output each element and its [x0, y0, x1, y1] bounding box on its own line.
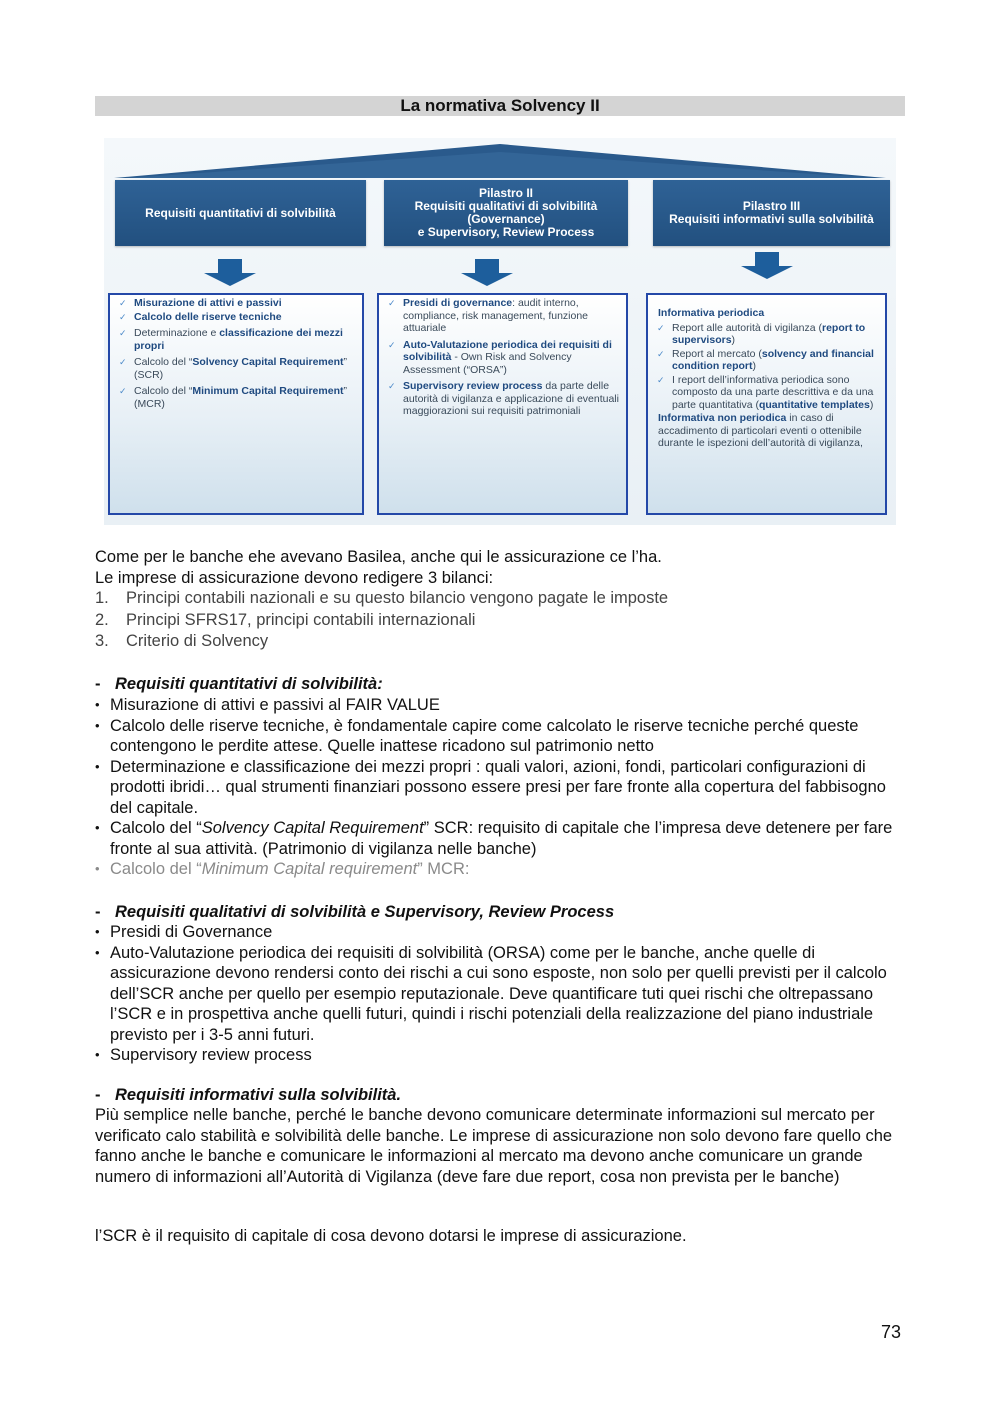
- pillar-2-header: Pilastro II Requisiti qualitativi di solvibilità (Governance) e Supervisory, Review Process: [384, 180, 628, 246]
- list-item: ✓ Determinazione e classificazione dei mezzi propri: [119, 327, 343, 352]
- pillar-3-box: [646, 293, 887, 515]
- closing-paragraph: l’SCR è il requisito di capitale di cosa devono dotarsi le imprese di assicurazione.: [95, 1227, 687, 1245]
- list-item: ✓ Report alle autorità di vigilanza (report to supervisors): [657, 321, 866, 346]
- bullet-list: [95, 695, 910, 880]
- list-item: ✓ Presidi di governance: audit interno, compliance, risk management, funzione attuariale: [388, 297, 589, 334]
- pillar-1-box: [108, 293, 364, 515]
- list-item: • Calcolo delle riserve tecniche, è fondamentale capire come calcolato le riserve tecniche perché queste contengono le perdite attese. Quelle inattese ricadono sul patrimonio netto: [95, 716, 859, 755]
- check-icon: ✓: [119, 386, 127, 396]
- page-title: La normativa Solvency II: [95, 96, 905, 116]
- list-item: ✓ Calcolo del “Minimum Capital Requirement” (MCR): [119, 385, 347, 410]
- down-arrow-icon: [459, 259, 515, 287]
- list-item: 1. Principi contabili nazionali e su questo bilancio vengono pagate le imposte: [95, 589, 669, 607]
- check-icon: ✓: [657, 348, 665, 359]
- list-item: • Auto-Valutazione periodica dei requisiti di solvibilità (ORSA) come per le banche, anche quelle di assicurazione devono rendersi conto dei rischi a cui sono esposte, non solo per quelli previsti per il calcolo dell’SCR anche per quello per esempio reputazionale. Deve quantificare tuti quei rischi che oltrepassano l’SCR e in prospettiva anche quelli futuri, quindi i rischi potenziali della realizzazione del piano industriale previsto per i 3-5 anni futuri.: [95, 943, 887, 1044]
- section-heading: - Requisiti qualitativi di solvibilità e Supervisory, Review Process: [95, 903, 615, 921]
- pillar-2-box: [377, 293, 628, 515]
- section-heading: - Requisiti informativi sulla solvibilità.: [95, 1086, 402, 1104]
- section-paragraph: Più semplice nelle banche, perché le banche devono comunicare determinate informazioni sul mercato per verificato calo stabilità e solvibilità delle banche. Le imprese di assicurazione non solo devono fare quello che fanno anche le banche e comunicare le informazioni al mercato ma devono anche comunicare un grande numero di informazioni all’Autorità di Vigilanza (deve fare due report, cosa non prevista per le banche): [95, 1106, 893, 1186]
- list-item: • Presidi di Governance: [95, 923, 273, 941]
- section-heading: - Requisiti quantitativi di solvibilità:: [95, 675, 383, 693]
- pillar-3-header: Pilastro III Requisiti informativi sulla solvibilità: [653, 180, 890, 246]
- check-icon: ✓: [388, 381, 396, 391]
- list-item: ✓ Report al mercato (solvency and financial condition report): [657, 347, 874, 372]
- page-number: 73: [881, 1322, 902, 1342]
- list-item: ✓ Calcolo delle riserve tecniche: [119, 310, 282, 323]
- check-icon: ✓: [119, 311, 127, 322]
- list-item: • Supervisory review process: [95, 1046, 312, 1064]
- non-periodic-note: Informativa non periodica in caso di accadimento di particolari eventi o ottenibile durante le ispezioni dell’autorità di vigilanza,: [658, 412, 863, 449]
- check-icon: ✓: [119, 357, 127, 367]
- list-item: • Misurazione di attivi e passivi al FAIR VALUE: [95, 696, 440, 714]
- pillar-1-header: Requisiti quantitativi di solvibilità: [115, 180, 366, 246]
- list-item: ✓ Auto-Valutazione periodica dei requisiti di solvibilità - Own Risk and Solvency Assessment (“ORSA”): [388, 338, 612, 376]
- list-item: ✓ Supervisory review process da parte delle autorità di vigilanza e applicazione di eventuali maggiorazioni sui requisiti patrimoniali: [388, 380, 619, 417]
- bullet-list: [95, 922, 910, 1066]
- intro-paragraph: Come per le banche ehe avevano Basilea, anche qui le assicurazione ce l’ha. Le imprese di assicurazione devono redigere 3 bilanci:: [95, 548, 662, 587]
- down-arrow-icon: [739, 252, 795, 280]
- list-item: ✓ Misurazione di attivi e passivi: [119, 297, 282, 309]
- list-item: • Calcolo del “Minimum Capital requirement” MCR:: [95, 860, 470, 878]
- list-item: 2. Principi SFRS17, principi contabili internazionali: [95, 610, 476, 629]
- list-item: 3. Criterio di Solvency: [95, 632, 269, 650]
- check-icon: ✓: [388, 339, 396, 350]
- down-arrow-icon: [202, 259, 258, 287]
- check-icon: ✓: [119, 328, 127, 338]
- periodic-heading: Informativa periodica: [658, 307, 765, 319]
- check-icon: ✓: [657, 374, 665, 385]
- solvency-pillars-diagram: [104, 138, 896, 525]
- list-item: • Determinazione e classificazione dei mezzi propri : quali valori, azioni, fondi, particolari configurazioni di prodotti ibridi… qual strumenti finanziari possono essere presi per fare fronte alla copertura del fabbisogno del capitale.: [95, 757, 886, 817]
- list-item: ✓ Calcolo del “Solvency Capital Requirement” (SCR): [119, 356, 348, 381]
- check-icon: ✓: [657, 322, 665, 333]
- check-icon: ✓: [388, 298, 396, 308]
- numbered-list: [95, 588, 668, 653]
- list-item: ✓ I report dell’informativa periodica sono composto da una parte descrittiva e da una parte quantitativa (quantitative templates): [657, 373, 874, 411]
- list-item: • Calcolo del “Solvency Capital Requirement” SCR: requisito di capitale che l’impresa deve detenere per fare fronte al sua attività. (Patrimonio di vigilanza nelle banche): [95, 819, 893, 858]
- check-icon: ✓: [119, 298, 127, 308]
